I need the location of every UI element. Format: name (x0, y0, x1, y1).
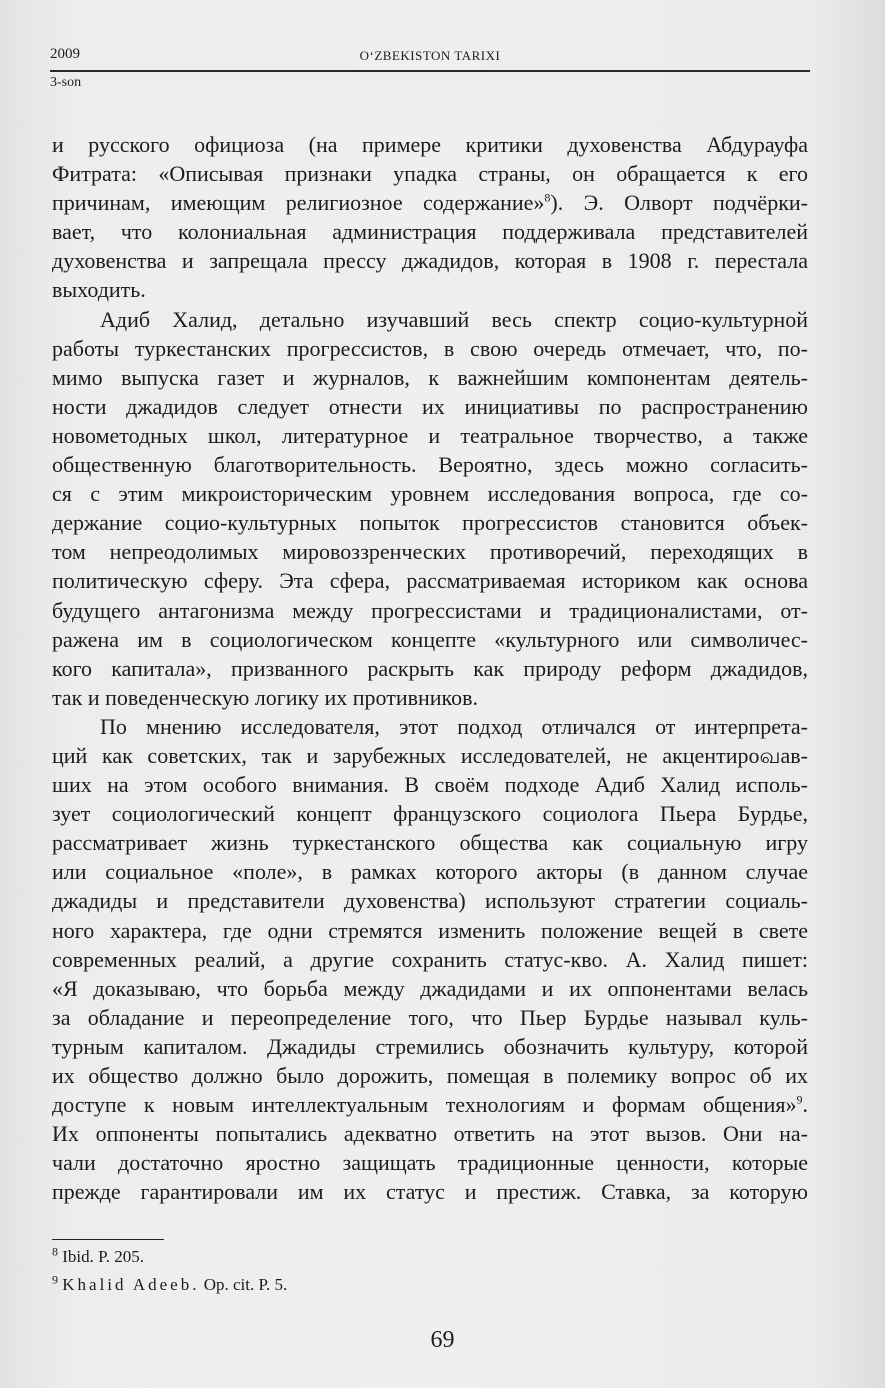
text-fragment: . (802, 1092, 808, 1118)
text-fragment: ). Э. Олворт подчёрки- (550, 190, 808, 216)
text-line: политическую сферу. Эта сфера, рассматриваемая историком как основа (52, 568, 808, 594)
text-line: Фитрата: «Описывая признаки упадка страны, он обращается к его (52, 161, 808, 187)
text-line: так и поведенческую логику их противников. (52, 684, 478, 710)
text-line: новометодных школ, литературное и театральное творчество, а также (52, 422, 808, 448)
header-issue: 3-son (50, 75, 82, 90)
text-line: кого капитала», призванного раскрыть как природу реформ джадидов, (52, 655, 808, 681)
footnote-rule (52, 1239, 164, 1240)
text-line: «Я доказываю, что борьба между джадидами и их оппонентами велась (52, 975, 808, 1001)
footnote-8 (52, 1244, 752, 1267)
text-line: общественную благотворительность. Вероятно, здесь можно согласить- (52, 452, 808, 478)
text-line: или социальное «поле», в рамках которого акторы (в данном случае (52, 859, 808, 885)
text-line: рассматривает жизнь туркестанского общества как социальную игру (52, 830, 808, 856)
header-journal-title: O‘ZBEKISTON TARIXI (359, 48, 501, 63)
text-line: выходить. (52, 277, 146, 303)
text-line: том непреодолимых мировоззренческих противоречий, переходящих в (52, 539, 808, 565)
text-line: ности джадидов следует отнести их инициативы по распространению (52, 393, 808, 419)
text-line: чали достаточно яростно защищать традиционные ценности, которые (52, 1150, 808, 1176)
text-line: джадиды и представители духовенства) используют стратегии социаль- (52, 888, 808, 914)
text-line: Их оппоненты попытались адекватно ответить на этот вызов. Они на- (52, 1121, 808, 1147)
footnote-text: Op. cit. P. 5. (199, 1275, 288, 1294)
text-line: будущего антагонизма между прогрессистами и традиционалистами, от- (52, 597, 808, 623)
footnote-number: 8 (52, 1244, 58, 1259)
text-line: ражена им в социологическом концепте «культурного или символичес- (52, 626, 808, 652)
text-line: держание социо-культурных попыток прогрессистов становится объек- (52, 510, 808, 536)
text-line: мимо выпуска газет и журналов, к важнейшим компонентам деятель- (52, 364, 808, 390)
text-line: прежде гарантировали им их статус и престиж. Ставка, за которую (52, 1179, 808, 1205)
footnote-ref-8[interactable]: 8 (544, 190, 551, 205)
header-year: 2009 (50, 46, 80, 62)
text-line: современных реалий, а другие сохранить статус-кво. А. Халид пишет: (52, 946, 808, 972)
text-line: зует социологический концепт французского социолога Пьера Бурдье, (52, 801, 808, 827)
text-fragment: доступе к новым интеллектуальным технологиям и формам общения» (52, 1092, 797, 1118)
page-number: 69 (430, 1327, 455, 1353)
text-line: Адиб Халид, детально изучавший весь спектр социо-культурной (100, 306, 808, 332)
article-body (52, 130, 808, 1206)
text-line: и русского официоза (на примере критики духовенства Абдурауфа (52, 132, 808, 157)
text-line: вает, что колониальная администрация поддерживала представителей (52, 219, 808, 245)
footnote-9 (52, 1272, 752, 1295)
text-line: ного характера, где одни стремятся изменить положение вещей в свете (52, 917, 808, 943)
text-line: за обладание и переопределение того, что Пьер Бурдье называл куль- (52, 1004, 808, 1030)
text-fragment: причинам, имеющим религиозное содержание» (52, 190, 545, 216)
text-line: турным капиталом. Джадиды стремились обозначить культуру, которой (52, 1033, 808, 1059)
text-line: духовенства и запрещала прессу джадидов, которая в 1908 г. перестала (52, 248, 808, 274)
text-line (52, 1090, 808, 1119)
footnote-ref-9[interactable]: 9 (796, 1092, 803, 1107)
text-line: работы туркестанских прогрессистов, в свою очередь отмечает, что, по- (52, 335, 808, 361)
running-header (50, 46, 810, 94)
footnote-author: Khalid Adeeb. (62, 1275, 200, 1294)
text-line: По мнению исследователя, этот подход отличался от интерпрета- (100, 713, 808, 739)
footnote-number: 9 (52, 1272, 58, 1287)
text-line (52, 188, 808, 217)
text-line: их общество должно было дорожить, помещая в полемику вопрос об их (52, 1063, 808, 1088)
footnote-text: Ibid. P. 205. (62, 1247, 144, 1266)
text-line: ций как советских, так и зарубежных исследователей, не акцентироவав- (52, 742, 808, 768)
header-rule (50, 70, 810, 72)
text-line: ших на этом особого внимания. В своём подходе Адиб Халид исполь- (52, 772, 808, 798)
text-line: ся с этим микроисторическим уровнем исследования вопроса, где со- (52, 481, 808, 507)
